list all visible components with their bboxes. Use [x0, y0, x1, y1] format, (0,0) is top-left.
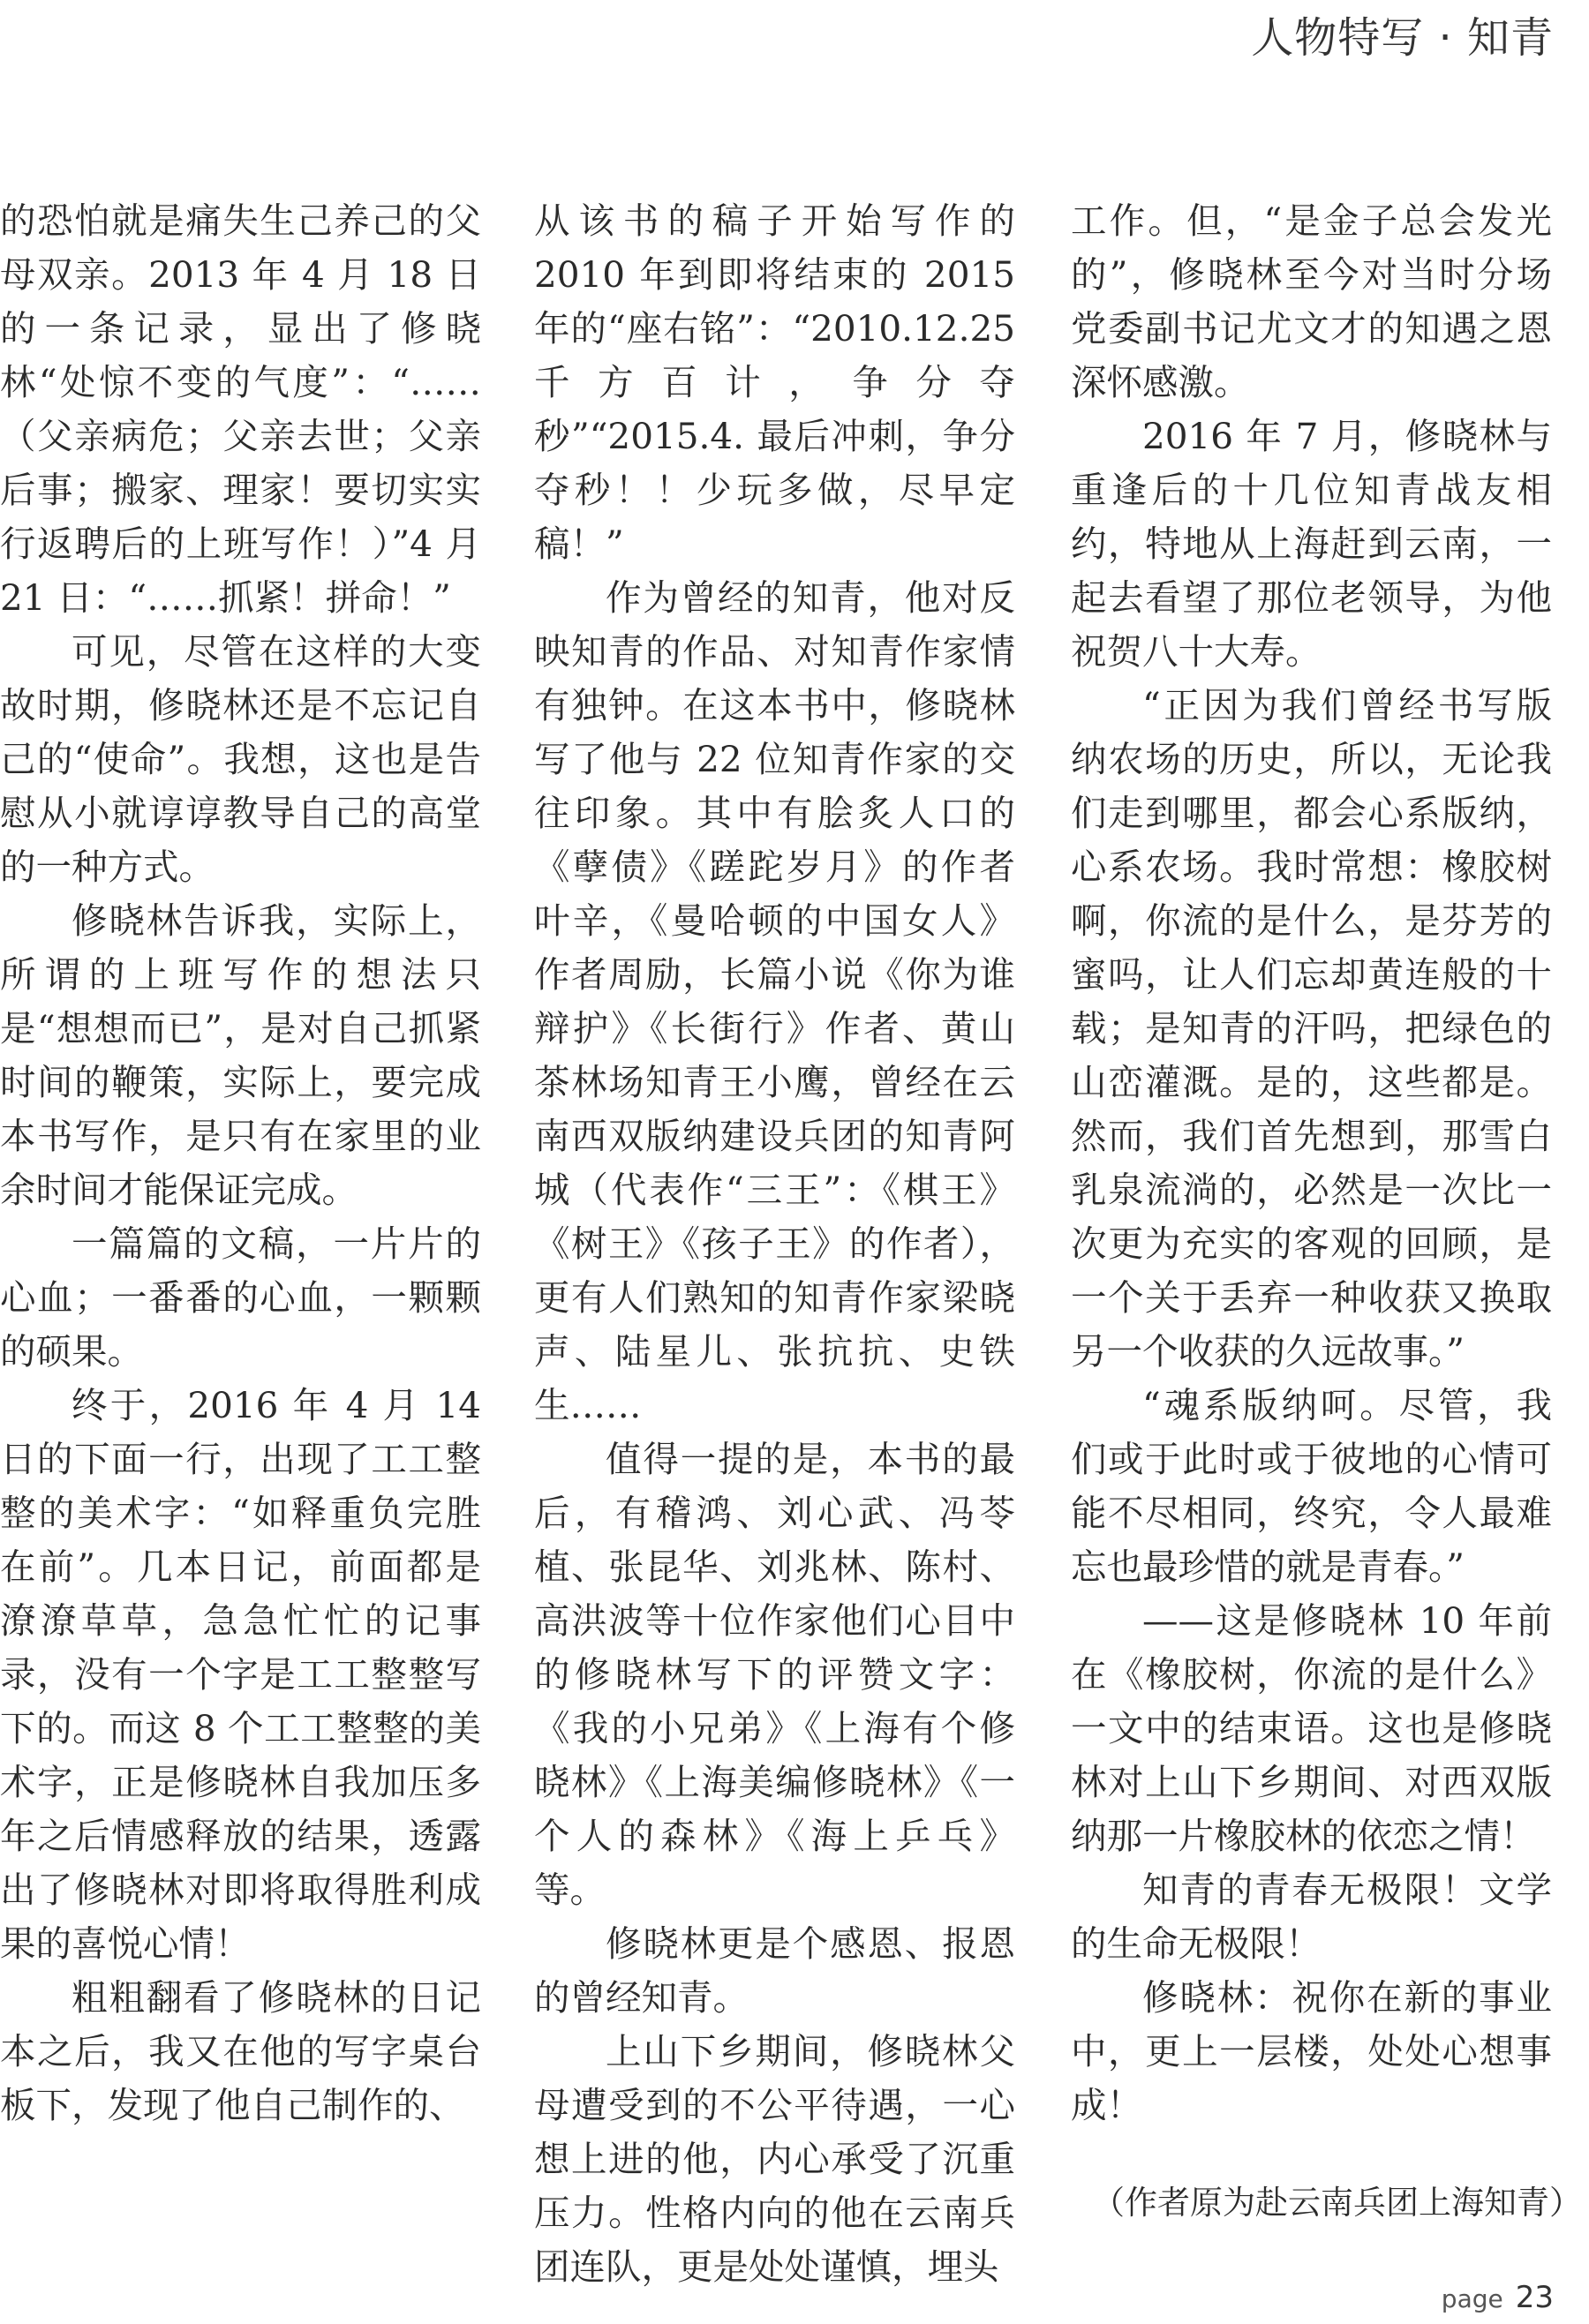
paragraph: “正因为我们曾经书写版纳农场的历史，所以，无论我们走到哪里，都会心系版纳，心系农场。我时常想：橡胶树啊，你流的是什么，是芬芳的蜜吗，让人们忘却黄连般的十载；是知青的汗吗，把绿色的山峦灌溉。是的，这些都是。然而，我们首先想到，那雪白乳泉流淌的，必然是一次比一次更为充实的客观的回顾，是一个关于丢弃一种收获又换取另一个收获的久远故事。”: [1071, 684, 1552, 1373]
section-header: 人物特写 · 知青: [1251, 13, 1554, 63]
paragraph: 作为曾经的知青，他对反映知青的作品、对知青作家情有独钟。在这本书中，修晓林写了他与 22 位知青作家的交往印象。其中有脍炙人口的《孽债》《蹉跎岁月》的作者叶辛，《曼哈顿的中国女人》作者周励，长篇小说《你为谁辩护》《长街行》作者、黄山茶林场知青王小鹰，曾经在云南西双版纳建设兵团的知青阿城（代表作“三王”：《棋王》《树王》《孩子王》的作者），更有人们熟知的知青作家梁晓声、陆星儿、张抗抗、史铁生……: [534, 576, 1015, 1426]
text-column-2: [534, 194, 1015, 2294]
page-label: page: [1441, 2284, 1503, 2313]
paragraph: 2016 年 7 月，修晓林与重逢后的十几位知青战友相约，特地从上海赶到云南，一起去看望了那位老领导，为他祝贺八十大寿。: [1071, 415, 1552, 673]
paragraph: 可见，尽管在这样的大变故时期，修晓林还是不忘记自己的“使命”。我想，这也是告慰从小就谆谆教导自己的高堂的一种方式。: [0, 630, 481, 888]
paragraph: 值得一提的是，本书的最后，有稽鸿、刘心武、冯苓植、张昆华、刘兆林、陈村、高洪波等十位作家他们心目中的修晓林写下的评赞文字：《我的小兄弟》《上海有个修晓林》《上海美编修晓林》《一个人的森林》《海上乒乓》等。: [534, 1438, 1015, 1911]
page-number: 23: [1515, 2280, 1554, 2315]
paragraph: 修晓林：祝你在新的事业中，更上一层楼，处处心想事成！: [1071, 1976, 1552, 2126]
paragraph: 修晓林告诉我，实际上，所谓的上班写作的想法只是“想想而已”，是对自己抓紧时间的鞭策，实际上，要完成本书写作，是只有在家里的业余时间才能保证完成。: [0, 899, 481, 1211]
paragraph: 工作。但，“是金子总会发光的”，修晓林至今对当时分场党委副书记尤文才的知遇之恩深怀感激。: [1071, 199, 1552, 403]
paragraph: 上山下乡期间，修晓林父母遭受到的不公平待遇，一心想上进的他，内心承受了沉重压力。性格内向的他在云南兵团连队，更是处处谨慎，埋头: [534, 2030, 1015, 2288]
paragraph: 的恐怕就是痛失生己养己的父母双亲。2013 年 4 月 18 日的一条记录，显出了修晓林“处惊不变的气度”：“……（父亲病危；父亲去世；父亲后事；搬家、理家！要切实实行返聘后的上班写作！）”4 月 21 日：“……抓紧！拼命！”: [0, 199, 481, 619]
paragraph: ——这是修晓林 10 年前在《橡胶树，你流的是什么》一文中的结束语。这也是修晓林对上山下乡期间、对西双版纳那一片橡胶林的依恋之情！: [1071, 1599, 1552, 1857]
text-column-1: [0, 194, 481, 2132]
paragraph: 知青的青春无极限！文学的生命无极限！: [1071, 1869, 1552, 1965]
paragraph: 粗粗翻看了修晓林的日记本之后，我又在他的写字桌台板下，发现了他自己制作的、: [0, 1976, 481, 2126]
paragraph: 从该书的稿子开始写作的 2010 年到即将结束的 2015 年的“座右铭”：“2010.12.25 千方百计，争分夺秒”“2015.4. 最后冲刺，争分夺秒！！少玩多做，尽早定稿！”: [534, 199, 1015, 565]
paragraph: 终于，2016 年 4 月 14 日的下面一行，出现了工工整整的美术字：“如释重负完胜在前”。几本日记，前面都是潦潦草草，急急忙忙的记事录，没有一个字是工工整整写下的。而这 8 个工工整整的美术字，正是修晓林自我加压多年之后情感释放的结果，透露出了修晓林对即将取得胜利成果的喜悦心情！: [0, 1384, 481, 1965]
paragraph: 一篇篇的文稿，一片片的心血；一番番的心血，一颗颗的硕果。: [0, 1222, 481, 1373]
author-note: （作者原为赴云南兵团上海知青）: [1092, 2184, 1582, 2222]
paragraph: 修晓林更是个感恩、报恩的曾经知青。: [534, 1922, 1015, 2019]
page-footer: [1442, 2280, 1554, 2315]
paragraph: “魂系版纳呵。尽管，我们或于此时或于彼地的心情可能不尽相同，终究，令人最难忘也最珍惜的就是青春。”: [1071, 1384, 1552, 1588]
text-column-3: [1071, 194, 1552, 2132]
